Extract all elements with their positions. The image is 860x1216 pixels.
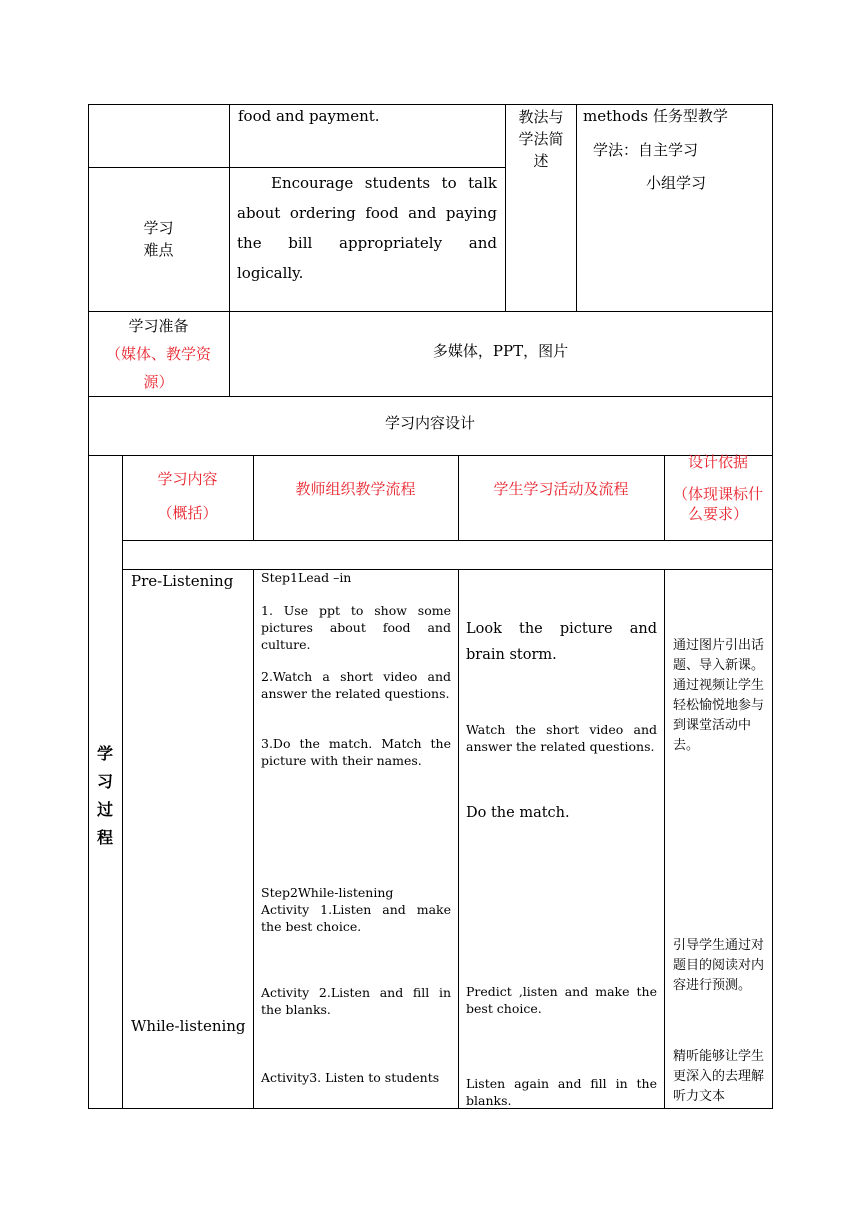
stage-while-listening: While-listening [131, 1017, 246, 1035]
header-content-line-2: （概括） [157, 504, 218, 522]
teacher-item-5: Step2While-listening [261, 885, 394, 900]
prep-label-line-1: 学习准备 [128, 317, 189, 335]
teacher-item-8: Activity3. Listen to students [261, 1070, 440, 1085]
process-side-char-2: 习 [96, 772, 113, 791]
teacher-item-3: 2.Watch a short video and answer the related questions. [261, 669, 451, 701]
difficulty-label-line-1: 学习 [143, 219, 174, 237]
student-item-5: Listen again and fill in the blanks. [466, 1076, 657, 1108]
student-item-4: Predict ,listen and make the best choice. [466, 984, 657, 1016]
prep-label-line-3: 源） [143, 373, 174, 391]
header-basis-line-2: （体现课标什么要求） [672, 485, 763, 523]
difficulty-label [88, 217, 229, 261]
teacher-item-4: 3.Do the match. Match the picture with their names. [261, 736, 451, 768]
teacher-item-7: Activity 2.Listen and fill in the blanks. [261, 985, 451, 1017]
design-title: 学习内容设计 [384, 414, 475, 432]
prep-label-line-2: （媒体、教学资 [105, 345, 211, 363]
difficulty-label-line-2: 难点 [143, 241, 174, 259]
method-line-3: 小组学习 [646, 174, 707, 192]
basis-item-1: 通过图片引出话题、导入新课。通过视频让学生轻松愉悦地参与到课堂活动中去。 [673, 638, 765, 753]
process-side-char-4: 程 [96, 828, 113, 847]
prep-label [90, 312, 227, 396]
teacher-item-1: Step1Lead –in [261, 570, 352, 585]
header-basis [666, 452, 770, 524]
header-teacher: 教师组织教学流程 [295, 480, 416, 498]
student-item-2: Watch the short video and answer the related questions. [466, 722, 657, 754]
process-side-char-1: 学 [96, 744, 113, 763]
method-line-1: methods 任务型教学 [583, 107, 728, 125]
process-side-label [88, 740, 122, 852]
objective-tail-text: food and payment. [238, 107, 380, 125]
difficulty-text: Encourage students to talk about ordering food and paying the bill appropriately and logically. [237, 174, 497, 282]
process-side-char-3: 过 [96, 800, 113, 819]
method-line-2: 学法：自主学习 [593, 141, 699, 159]
header-student: 学生学习活动及流程 [493, 480, 629, 498]
teacher-item-2: 1. Use ppt to show some pictures about food and culture. [261, 603, 451, 652]
basis-item-3: 精听能够让学生更深入的去理解听力文本 [673, 1049, 765, 1104]
header-content-line-1: 学习内容 [157, 470, 218, 488]
prep-value: 多媒体，PPT，图片 [432, 342, 569, 360]
student-item-3: Do the match. [466, 805, 570, 821]
stage-pre-listening: Pre-Listening [131, 572, 234, 590]
header-basis-line-1: 设计依据 [687, 453, 748, 471]
teacher-item-6: Activity 1.Listen and make the best choice. [261, 902, 451, 934]
basis-item-2: 引导学生通过对题目的阅读对内容进行预测。 [673, 938, 765, 993]
student-item-1: Look the picture and brain storm. [466, 621, 657, 663]
method-label: 教法与学法简述 [518, 108, 564, 170]
header-content [122, 462, 253, 530]
